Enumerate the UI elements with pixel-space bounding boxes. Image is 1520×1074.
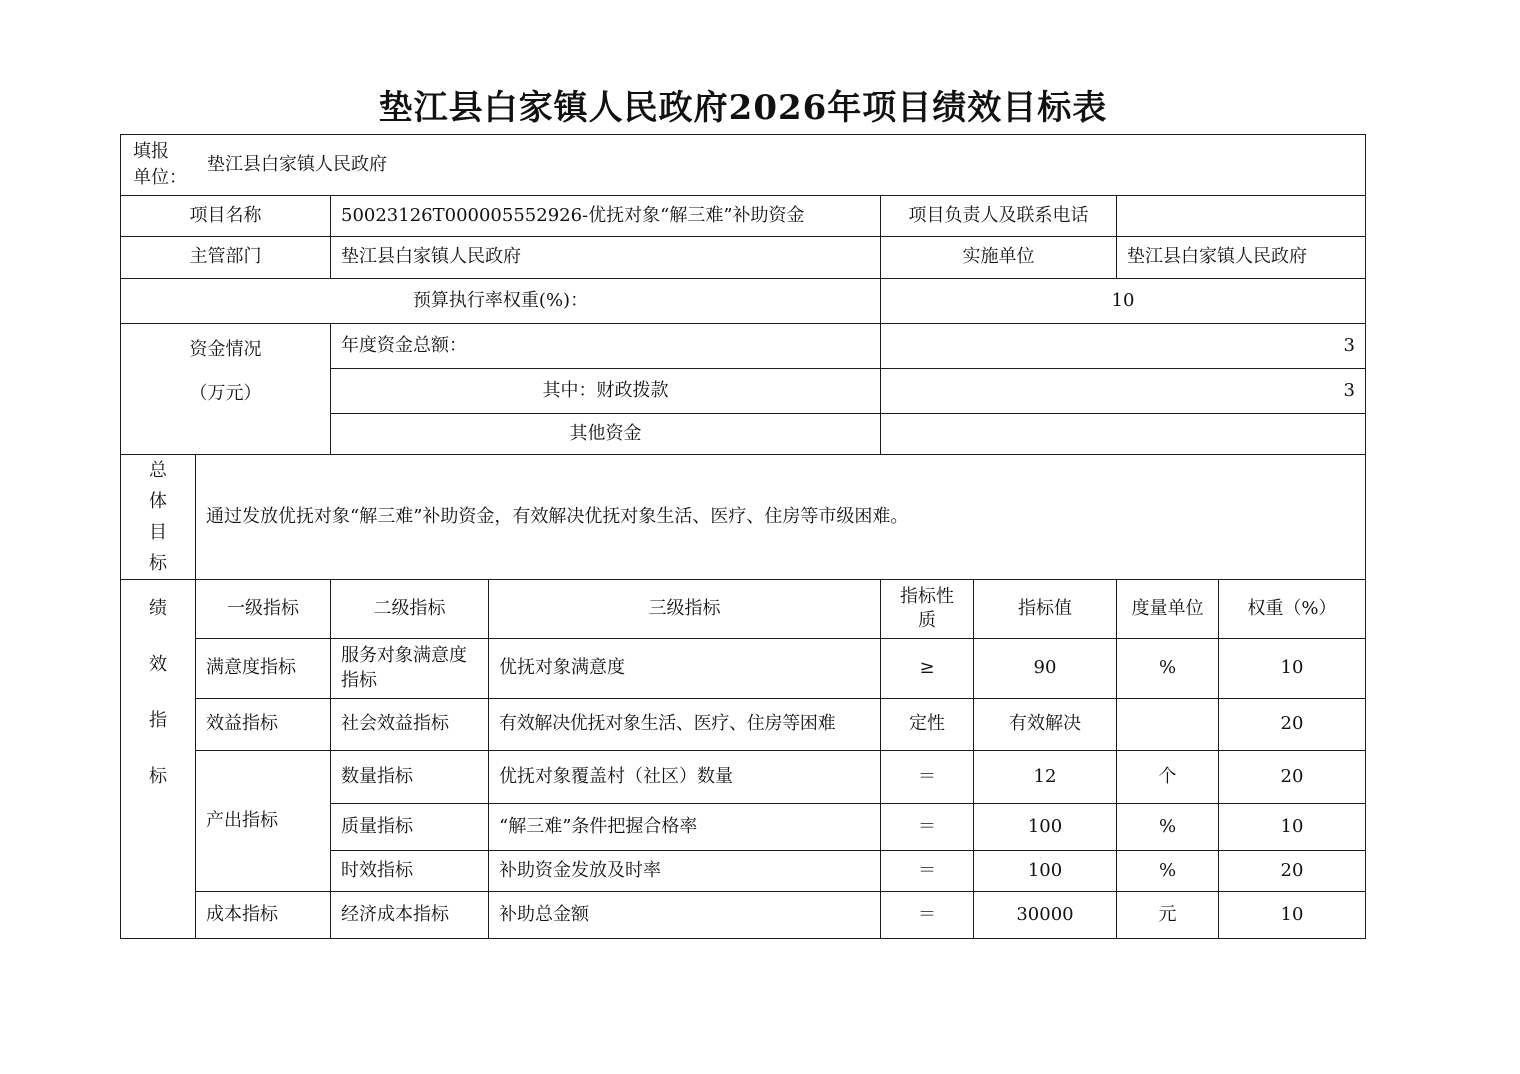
level1-cell: 产出指标 bbox=[196, 751, 331, 892]
budget-weight-value: 10 bbox=[881, 279, 1366, 324]
funds-label-line1: 资金情况 bbox=[189, 339, 262, 360]
level1-cell: 效益指标 bbox=[196, 699, 331, 751]
value-cell: 90 bbox=[974, 639, 1117, 699]
weight-cell: 10 bbox=[1219, 639, 1366, 699]
column-header-level2: 二级指标 bbox=[331, 580, 489, 639]
overall-goal-char: 体 bbox=[149, 491, 167, 512]
weight-cell: 20 bbox=[1219, 851, 1366, 892]
overall-goal-row bbox=[121, 455, 1366, 580]
project-name-row bbox=[121, 196, 1366, 237]
project-contact-value bbox=[1117, 196, 1366, 237]
value-cell: 100 bbox=[974, 804, 1117, 851]
value-cell: 100 bbox=[974, 851, 1117, 892]
reporting-unit-cell bbox=[121, 135, 1366, 196]
overall-goal-char: 标 bbox=[149, 553, 167, 574]
funds-total-row bbox=[121, 324, 1366, 369]
value-cell: 12 bbox=[974, 751, 1117, 804]
level2-cell: 服务对象满意度指标 bbox=[331, 639, 489, 699]
project-name-label: 项目名称 bbox=[121, 196, 331, 237]
unit-cell bbox=[1117, 699, 1219, 751]
level2-cell: 经济成本指标 bbox=[331, 892, 489, 939]
indicator-header-row bbox=[121, 580, 1366, 639]
nature-cell: ＝ bbox=[881, 892, 974, 939]
other-funds-label: 其他资金 bbox=[331, 414, 881, 455]
project-contact-label: 项目负责人及联系电话 bbox=[881, 196, 1117, 237]
overall-goal-label bbox=[121, 455, 196, 580]
reporting-unit-label-line1: 填报 bbox=[133, 141, 169, 162]
column-header-nature: 指标性质 bbox=[881, 580, 974, 639]
level3-cell: 补助总金额 bbox=[489, 892, 881, 939]
column-header-weight: 权重（%） bbox=[1219, 580, 1366, 639]
unit-cell: % bbox=[1117, 639, 1219, 699]
value-cell: 30000 bbox=[974, 892, 1117, 939]
table-row bbox=[121, 892, 1366, 939]
performance-label-char: 效 bbox=[149, 654, 167, 675]
competent-dept-label: 主管部门 bbox=[121, 237, 331, 279]
project-name-value: 50023126T000005552926-优抚对象“解三难”补助资金 bbox=[331, 196, 881, 237]
level2-cell: 数量指标 bbox=[331, 751, 489, 804]
level1-cell: 成本指标 bbox=[196, 892, 331, 939]
level3-cell: 补助资金发放及时率 bbox=[489, 851, 881, 892]
level3-cell: “解三难”条件把握合格率 bbox=[489, 804, 881, 851]
weight-cell: 20 bbox=[1219, 751, 1366, 804]
page-title: 垫江县白家镇人民政府2026年项目绩效目标表 bbox=[378, 88, 1108, 128]
annual-total-label: 年度资金总额： bbox=[331, 324, 881, 369]
other-funds-value bbox=[881, 414, 1366, 455]
overall-goal-text: 通过发放优抚对象“解三难”补助资金，有效解决优抚对象生活、医疗、住房等市级困难。 bbox=[196, 455, 1366, 580]
performance-target-table bbox=[120, 134, 1366, 939]
reporting-unit-label-line2: 单位： bbox=[133, 167, 187, 188]
column-header-level3: 三级指标 bbox=[489, 580, 881, 639]
nature-cell: ≥ bbox=[881, 639, 974, 699]
level1-cell: 满意度指标 bbox=[196, 639, 331, 699]
level3-cell: 有效解决优抚对象生活、医疗、住房等困难 bbox=[489, 699, 881, 751]
weight-cell: 10 bbox=[1219, 892, 1366, 939]
fiscal-value: 3 bbox=[881, 369, 1366, 414]
performance-label-char: 绩 bbox=[149, 598, 167, 619]
budget-weight-row bbox=[121, 279, 1366, 324]
overall-goal-char: 总 bbox=[149, 460, 167, 481]
table-row bbox=[121, 751, 1366, 804]
table-row bbox=[121, 639, 1366, 699]
fiscal-label: 其中：财政拨款 bbox=[331, 369, 881, 414]
column-header-level1: 一级指标 bbox=[196, 580, 331, 639]
nature-cell: ＝ bbox=[881, 751, 974, 804]
funds-label bbox=[121, 324, 331, 455]
level2-cell: 质量指标 bbox=[331, 804, 489, 851]
unit-cell: % bbox=[1117, 851, 1219, 892]
weight-cell: 20 bbox=[1219, 699, 1366, 751]
implementing-unit-label: 实施单位 bbox=[881, 237, 1117, 279]
unit-cell: 个 bbox=[1117, 751, 1219, 804]
unit-cell: 元 bbox=[1117, 892, 1219, 939]
weight-cell: 10 bbox=[1219, 804, 1366, 851]
reporting-unit-row bbox=[121, 135, 1366, 196]
competent-dept-value: 垫江县白家镇人民政府 bbox=[331, 237, 881, 279]
budget-weight-label: 预算执行率权重(%)： bbox=[121, 279, 881, 324]
funds-label-line2: （万元） bbox=[189, 383, 262, 404]
nature-cell: ＝ bbox=[881, 804, 974, 851]
performance-label-char: 标 bbox=[149, 766, 167, 787]
level3-cell: 优抚对象满意度 bbox=[489, 639, 881, 699]
nature-cell: ＝ bbox=[881, 851, 974, 892]
table-row bbox=[121, 699, 1366, 751]
column-header-unit: 度量单位 bbox=[1117, 580, 1219, 639]
value-cell: 有效解决 bbox=[974, 699, 1117, 751]
reporting-unit-value: 垫江县白家镇人民政府 bbox=[207, 153, 387, 175]
department-row bbox=[121, 237, 1366, 279]
level2-cell: 社会效益指标 bbox=[331, 699, 489, 751]
annual-total-value: 3 bbox=[881, 324, 1366, 369]
level2-cell: 时效指标 bbox=[331, 851, 489, 892]
column-header-value: 指标值 bbox=[974, 580, 1117, 639]
level3-cell: 优抚对象覆盖村（社区）数量 bbox=[489, 751, 881, 804]
performance-indicators-label bbox=[121, 580, 196, 939]
performance-label-char: 指 bbox=[149, 710, 167, 731]
unit-cell: % bbox=[1117, 804, 1219, 851]
nature-cell: 定性 bbox=[881, 699, 974, 751]
overall-goal-char: 目 bbox=[149, 522, 167, 543]
implementing-unit-value: 垫江县白家镇人民政府 bbox=[1117, 237, 1366, 279]
